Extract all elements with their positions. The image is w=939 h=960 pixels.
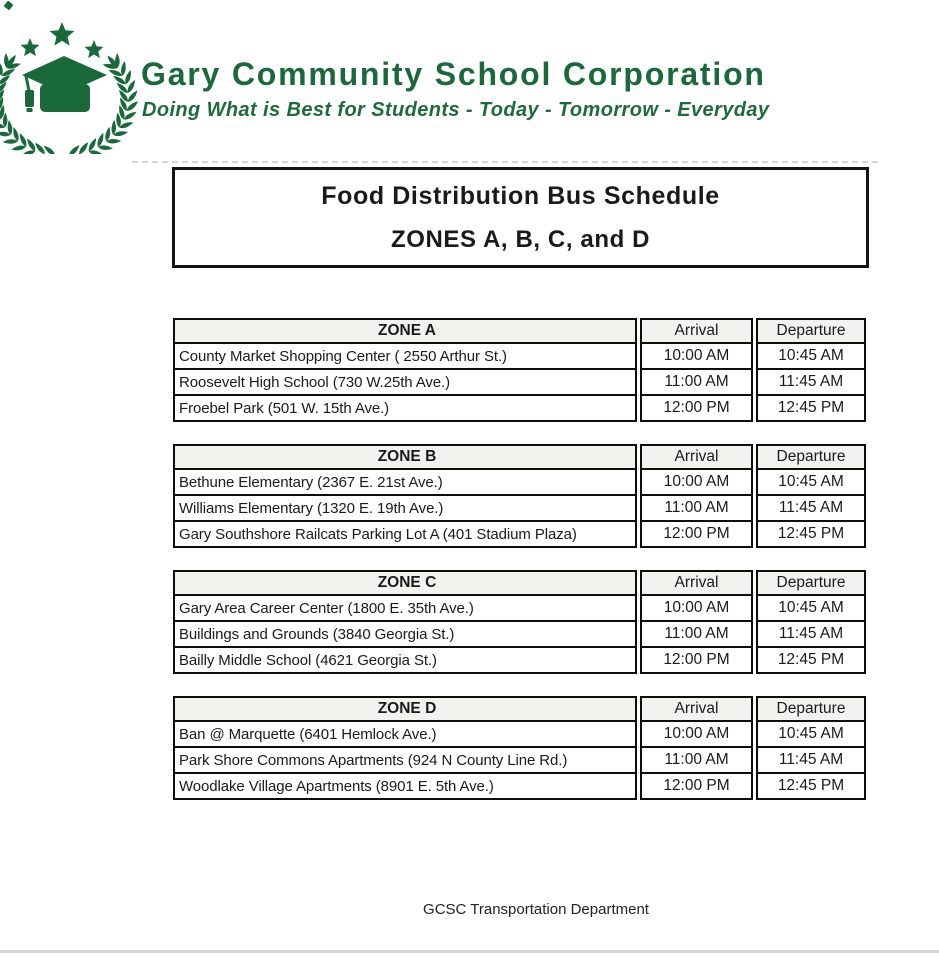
document-title-box: [172, 167, 869, 268]
footer-department-label: GCSC Transportation Department: [423, 901, 649, 918]
stop-location-cell: Woodlake Village Apartments (8901 E. 5th Ave.): [173, 774, 637, 800]
stop-location-cell: Bailly Middle School (4621 Georgia St.): [173, 648, 637, 674]
arrival-time-cell: 11:00 AM: [640, 622, 753, 648]
departure-time-cell: 11:45 AM: [756, 370, 866, 396]
arrival-column-header: Arrival: [640, 570, 753, 596]
arrival-time-cell: 11:00 AM: [640, 748, 753, 774]
stop-location-cell: Bethune Elementary (2367 E. 21st Ave.): [173, 470, 637, 496]
departure-time-cell: 12:45 PM: [756, 522, 866, 548]
schedule-row: [173, 344, 866, 370]
zone-a-header-row: [173, 318, 866, 344]
stop-location-cell: Park Shore Commons Apartments (924 N County Line Rd.): [173, 748, 637, 774]
stop-location-cell: County Market Shopping Center ( 2550 Arthur St.): [173, 344, 637, 370]
schedule-row: [173, 396, 866, 422]
schedule-row: [173, 470, 866, 496]
stop-location-cell: Buildings and Grounds (3840 Georgia St.): [173, 622, 637, 648]
divider-rule: [132, 161, 878, 163]
zone-name-cell: ZONE B: [173, 444, 637, 470]
schedule-row: [173, 748, 866, 774]
arrival-time-cell: 12:00 PM: [640, 774, 753, 800]
zone-d-header-row: [173, 696, 866, 722]
zone-b-table: [173, 444, 866, 548]
departure-time-cell: 10:45 AM: [756, 344, 866, 370]
schedule-row: [173, 774, 866, 800]
brand-tagline: Doing What is Best for Students - Today - Tomorrow - Everyday: [142, 99, 770, 121]
schedule-row: [173, 596, 866, 622]
departure-time-cell: 10:45 AM: [756, 722, 866, 748]
brand-name: Gary Community School Corporation: [141, 56, 766, 92]
zone-name-cell: ZONE D: [173, 696, 637, 722]
stop-location-cell: Williams Elementary (1320 E. 19th Ave.): [173, 496, 637, 522]
zone-c-table: [173, 570, 866, 674]
arrival-time-cell: 11:00 AM: [640, 496, 753, 522]
departure-column-header: Departure: [756, 570, 866, 596]
stop-location-cell: Ban @ Marquette (6401 Hemlock Ave.): [173, 722, 637, 748]
departure-time-cell: 12:45 PM: [756, 396, 866, 422]
arrival-time-cell: 10:00 AM: [640, 722, 753, 748]
arrival-time-cell: 10:00 AM: [640, 596, 753, 622]
schedule-row: [173, 622, 866, 648]
arrival-column-header: Arrival: [640, 696, 753, 722]
bottom-divider: [0, 950, 939, 953]
zone-name-cell: ZONE A: [173, 318, 637, 344]
schedule-row: [173, 496, 866, 522]
departure-time-cell: 11:45 AM: [756, 622, 866, 648]
departure-time-cell: 11:45 AM: [756, 748, 866, 774]
departure-column-header: Departure: [756, 696, 866, 722]
stop-location-cell: Froebel Park (501 W. 15th Ave.): [173, 396, 637, 422]
departure-column-header: Departure: [756, 444, 866, 470]
arrival-time-cell: 10:00 AM: [640, 344, 753, 370]
zone-name-cell: ZONE C: [173, 570, 637, 596]
stop-location-cell: Gary Southshore Railcats Parking Lot A (401 Stadium Plaza): [173, 522, 637, 548]
arrival-column-header: Arrival: [640, 318, 753, 344]
schedule-row: [173, 522, 866, 548]
zone-d-table: [173, 696, 866, 800]
stop-location-cell: Roosevelt High School (730 W.25th Ave.): [173, 370, 637, 396]
zone-c-header-row: [173, 570, 866, 596]
departure-time-cell: 12:45 PM: [756, 774, 866, 800]
zone-a-table: [173, 318, 866, 422]
zone-b-header-row: [173, 444, 866, 470]
departure-column-header: Departure: [756, 318, 866, 344]
stop-location-cell: Gary Area Career Center (1800 E. 35th Ave.): [173, 596, 637, 622]
arrival-time-cell: 10:00 AM: [640, 470, 753, 496]
arrival-time-cell: 12:00 PM: [640, 648, 753, 674]
gcsc-logo: [0, 4, 138, 154]
arrival-time-cell: 11:00 AM: [640, 370, 753, 396]
arrival-time-cell: 12:00 PM: [640, 396, 753, 422]
arrival-time-cell: 12:00 PM: [640, 522, 753, 548]
schedule-row: [173, 722, 866, 748]
document-subtitle: ZONES A, B, C, and D: [390, 226, 651, 253]
departure-time-cell: 10:45 AM: [756, 470, 866, 496]
departure-time-cell: 11:45 AM: [756, 496, 866, 522]
arrival-column-header: Arrival: [640, 444, 753, 470]
departure-time-cell: 12:45 PM: [756, 648, 866, 674]
schedule-row: [173, 370, 866, 396]
departure-time-cell: 10:45 AM: [756, 596, 866, 622]
document-title: Food Distribution Bus Schedule: [321, 182, 720, 210]
wreath-graduation-cap-icon: [0, 4, 138, 154]
schedule-row: [173, 648, 866, 674]
